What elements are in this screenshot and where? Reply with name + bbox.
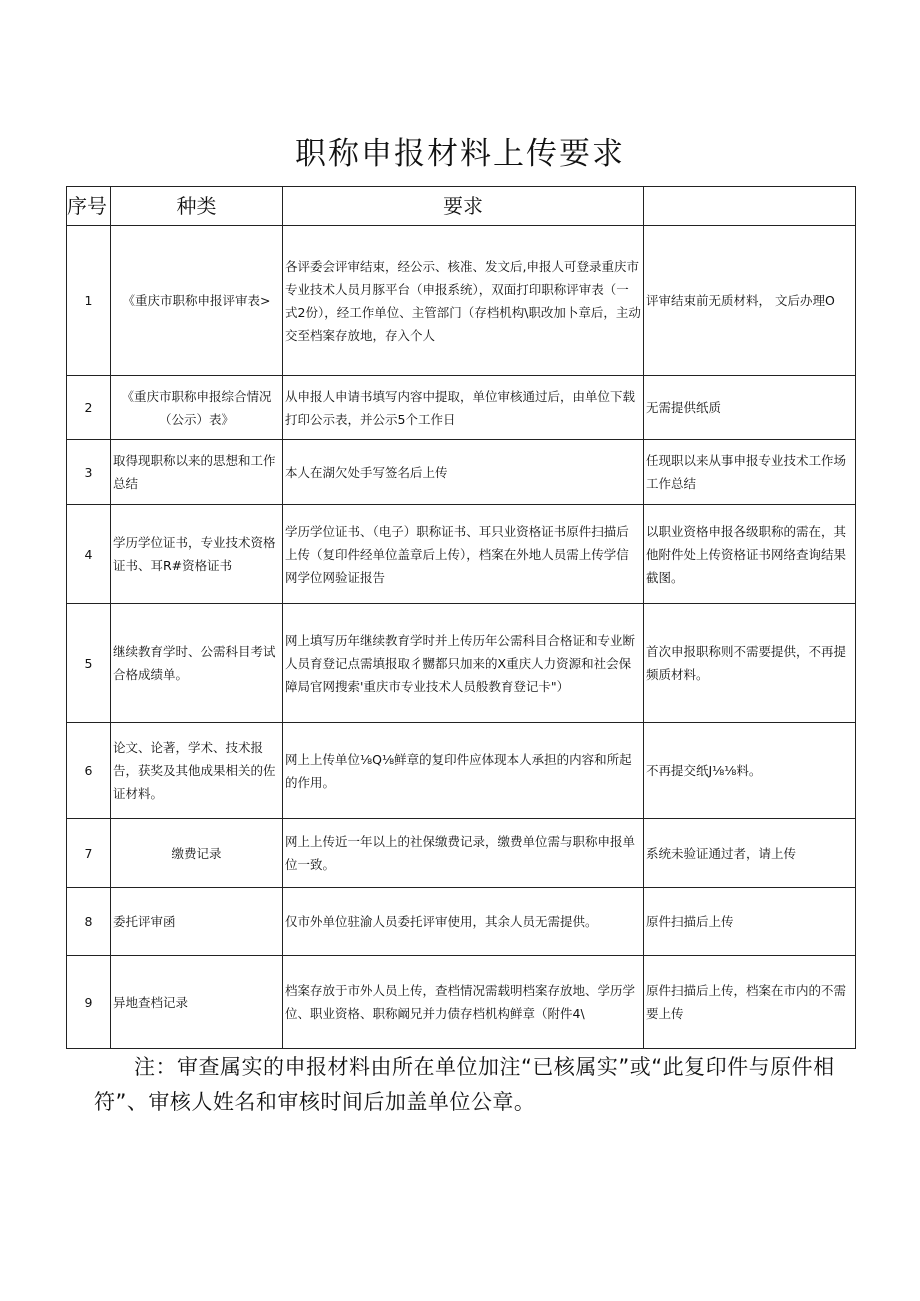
row-type: 取得现职称以来的思想和工作总结 [111,440,283,505]
table-row [67,888,856,956]
row-no: 6 [67,723,111,819]
header-requirement: 要求 [283,187,644,226]
row-no: 7 [67,819,111,888]
row-no: 1 [67,226,111,376]
row-note: 系统未验证通过者，请上传 [644,819,856,888]
table-row [67,226,856,376]
requirements-table [66,186,856,1049]
page-title: 职称申报材料上传要求 [295,136,625,172]
row-note: 评审结束前无质材料， 文后办理O [644,226,856,376]
row-no: 4 [67,505,111,604]
header-note [644,187,856,226]
row-no: 3 [67,440,111,505]
row-requirement: 网上上传单位⅛Q⅛鲜章的复印件应体现本人承担的内容和所起的作用。 [283,723,644,819]
table-row [67,819,856,888]
row-type: 《重庆市职称申报评审表> [111,226,283,376]
row-no: 8 [67,888,111,956]
row-note: 不再提交纸J⅛⅛料。 [644,723,856,819]
row-type: 委托评审函 [111,888,283,956]
row-type: 继续教育学时、公需科目考试合格成绩单。 [111,604,283,723]
table-row [67,505,856,604]
row-requirement: 仅市外单位驻渝人员委托评审使用，其余人员无需提供。 [283,888,644,956]
table-row [67,604,856,723]
row-note: 任现职以来从事申报专业技术工作场工作总结 [644,440,856,505]
row-type: 异地查档记录 [111,956,283,1049]
row-requirement: 本人在湖欠处手写签名后上传 [283,440,644,505]
row-type: 论文、论著，学术、技术报告，获奖及其他成果相关的佐证材料。 [111,723,283,819]
table-row [67,956,856,1049]
row-type: 学历学位证书，专业技术资格证书、耳R#资格证书 [111,505,283,604]
row-type: 缴费记录 [111,819,283,888]
row-note: 首次申报职称则不需要提供，不再提频质材料。 [644,604,856,723]
table-row [67,440,856,505]
row-requirement: 档案存放于市外人员上传，查档情况需载明档案存放地、学历学位、职业资格、职称阚兄并力债存档机构鲜章（附件4\ [283,956,644,1049]
row-requirement: 网上填写历年继续教育学时并上传历年公需科目合格证和专业断人员育登记点需填报取彳嬲都只加来的X重庆人力资源和社会保障局官网搜索'重庆市专业技术人员般教育登记卡"） [283,604,644,723]
row-requirement: 网上上传近一年以上的社保缴费记录，缴费单位需与职称申报单位一致。 [283,819,644,888]
row-requirement: 各评委会评审结束，经公示、核准、发文后,申报人可登录重庆市专业技术人员月豚平台（申报系统），双面打印职称评审表（一式2份），经工作单位、主管部门（存档机构\职改加卜章后，主动交至档案存放地，存入个人 [283,226,644,376]
table-row [67,376,856,440]
row-no: 2 [67,376,111,440]
footnote: 注：审查属实的申报材料由所在单位加注“已核属实”或“此复印件与原件相符”、审核人姓名和审核时间后加盖单位公章。 [94,1055,835,1114]
row-no: 5 [67,604,111,723]
table-header-row [67,187,856,226]
row-note: 原件扫描后上传 [644,888,856,956]
row-note: 原件扫描后上传，档案在市内的不需要上传 [644,956,856,1049]
row-requirement: 从申报人申请书填写内容中提取，单位审核通过后，由单位下载打印公示表，并公示5个工作日 [283,376,644,440]
row-note: 无需提供纸质 [644,376,856,440]
row-note: 以职业资格申报各级职称的需在，其他附件处上传资格证书网络查询结果截图。 [644,505,856,604]
header-type: 种类 [111,187,283,226]
row-no: 9 [67,956,111,1049]
table-row [67,723,856,819]
header-no: 序号 [67,187,111,226]
row-type: 《重庆市职称申报综合情况（公示）表》 [111,376,283,440]
row-requirement: 学历学位证书、（电子）职称证书、耳只业资格证书原件扫描后上传（复印件经单位盖章后上传），档案在外地人员需上传学信网学位网验证报告 [283,505,644,604]
